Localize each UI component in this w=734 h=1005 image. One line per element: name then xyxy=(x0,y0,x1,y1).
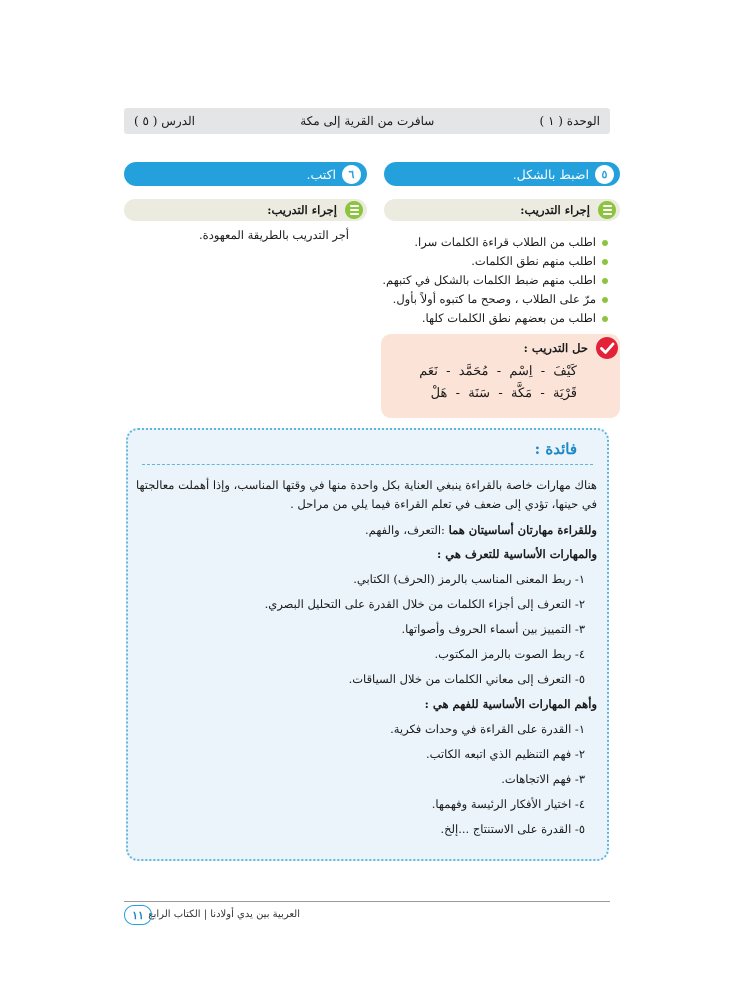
section-6-title: اكتب. xyxy=(306,166,336,182)
benefit-title: فائدة : xyxy=(534,440,577,458)
section-6-procedure-heading xyxy=(124,199,367,221)
divider xyxy=(142,464,593,465)
skills-line xyxy=(365,523,597,537)
list-item: ٣- التمييز بين أسماء الحروف وأصواتها. xyxy=(401,622,585,636)
skills-line-rest: :التعرف، والفهم. xyxy=(365,523,449,537)
list-item: ١- القدرة على القراءة في وحدات فكرية. xyxy=(390,722,585,736)
solution-box xyxy=(381,334,620,418)
list-item: ١- ربط المعنى المناسب بالرمز (الحرف) الكتابي. xyxy=(353,572,585,586)
list-item: اطلب منهم ضبط الكلمات بالشكل في كتبهم. xyxy=(378,271,608,290)
list-item: ٢- فهم التنظيم الذي اتبعه الكاتب. xyxy=(425,747,585,761)
section-5-heading xyxy=(384,162,620,186)
list-item: ٢- التعرف إلى أجزاء الكلمات من خلال القدرة على التحليل البصري. xyxy=(264,597,585,611)
recognition-heading: والمهارات الأساسية للتعرف هي : xyxy=(437,547,597,561)
section-5-procedure-heading xyxy=(384,199,620,221)
checkmark-icon xyxy=(596,337,618,359)
list-icon xyxy=(598,201,616,219)
list-item: ٣- فهم الاتجاهات. xyxy=(501,772,585,786)
solution-row: قَرْيَة - مَكَّة - سَنَة - هَلْ xyxy=(430,386,577,401)
benefit-intro: هناك مهارات خاصة بالقراءة ينبغي العناية بكل واحدة منها في وقتها المناسب، وإذا أهملت معالجتها في حينها، تؤدي إلى ضعف في تعلم القراءة فيما يلي من مراحل . xyxy=(136,478,597,511)
list-item: ٤- اختيار الأفكار الرئيسة وفهمها. xyxy=(431,797,585,811)
list-item: اطلب منهم نطق الكلمات. xyxy=(378,252,608,271)
comprehension-heading: وأهم المهارات الأساسية للفهم هي : xyxy=(424,697,597,711)
procedure-label: إجراء التدريب: xyxy=(520,203,590,217)
solution-row: كَيْفَ - اِسْم - مُحَمَّد - نَعَم xyxy=(419,364,577,379)
skills-line-bold: وللقراءة مهارتان أساسيتان هما xyxy=(448,523,597,537)
section-5-steps xyxy=(378,233,608,328)
section-6-instruction: أجر التدريب بالطريقة المعهودة. xyxy=(199,228,349,242)
book-title: العربية بين يدي أولادنا | الكتاب الرابع xyxy=(148,909,300,920)
list-item: اطلب من بعضهم نطق الكلمات كلها. xyxy=(378,309,608,328)
list-item: ٥- القدرة على الاستنتاج ...إلخ. xyxy=(440,822,585,836)
list-item: اطلب من الطلاب قراءة الكلمات سرا. xyxy=(378,233,608,252)
lesson-label: الدرس ( ٥ ) xyxy=(134,114,195,128)
section-6-heading xyxy=(124,162,367,186)
section-6-number: ٦ xyxy=(342,165,361,184)
benefit-box xyxy=(126,428,609,861)
lesson-title: سافرت من القرية إلى مكة xyxy=(300,114,435,128)
list-item: ٤- ربط الصوت بالرمز المكتوب. xyxy=(434,647,585,661)
list-item: مرّ على الطلاب ، وصحح ما كتبوه أولاً بأول. xyxy=(378,290,608,309)
section-5-number: ٥ xyxy=(595,165,614,184)
page-number: ١١ xyxy=(124,905,152,925)
list-item: ٥- التعرف إلى معاني الكلمات من خلال السياقات. xyxy=(348,672,585,686)
section-5-title: اضبط بالشكل. xyxy=(512,166,589,182)
solution-label: حل التدريب : xyxy=(523,341,588,355)
procedure-label: إجراء التدريب: xyxy=(267,203,337,217)
footer-divider xyxy=(124,901,610,902)
lesson-header-bar xyxy=(124,108,610,134)
list-icon xyxy=(345,201,363,219)
unit-label: الوحدة ( ١ ) xyxy=(539,114,600,128)
